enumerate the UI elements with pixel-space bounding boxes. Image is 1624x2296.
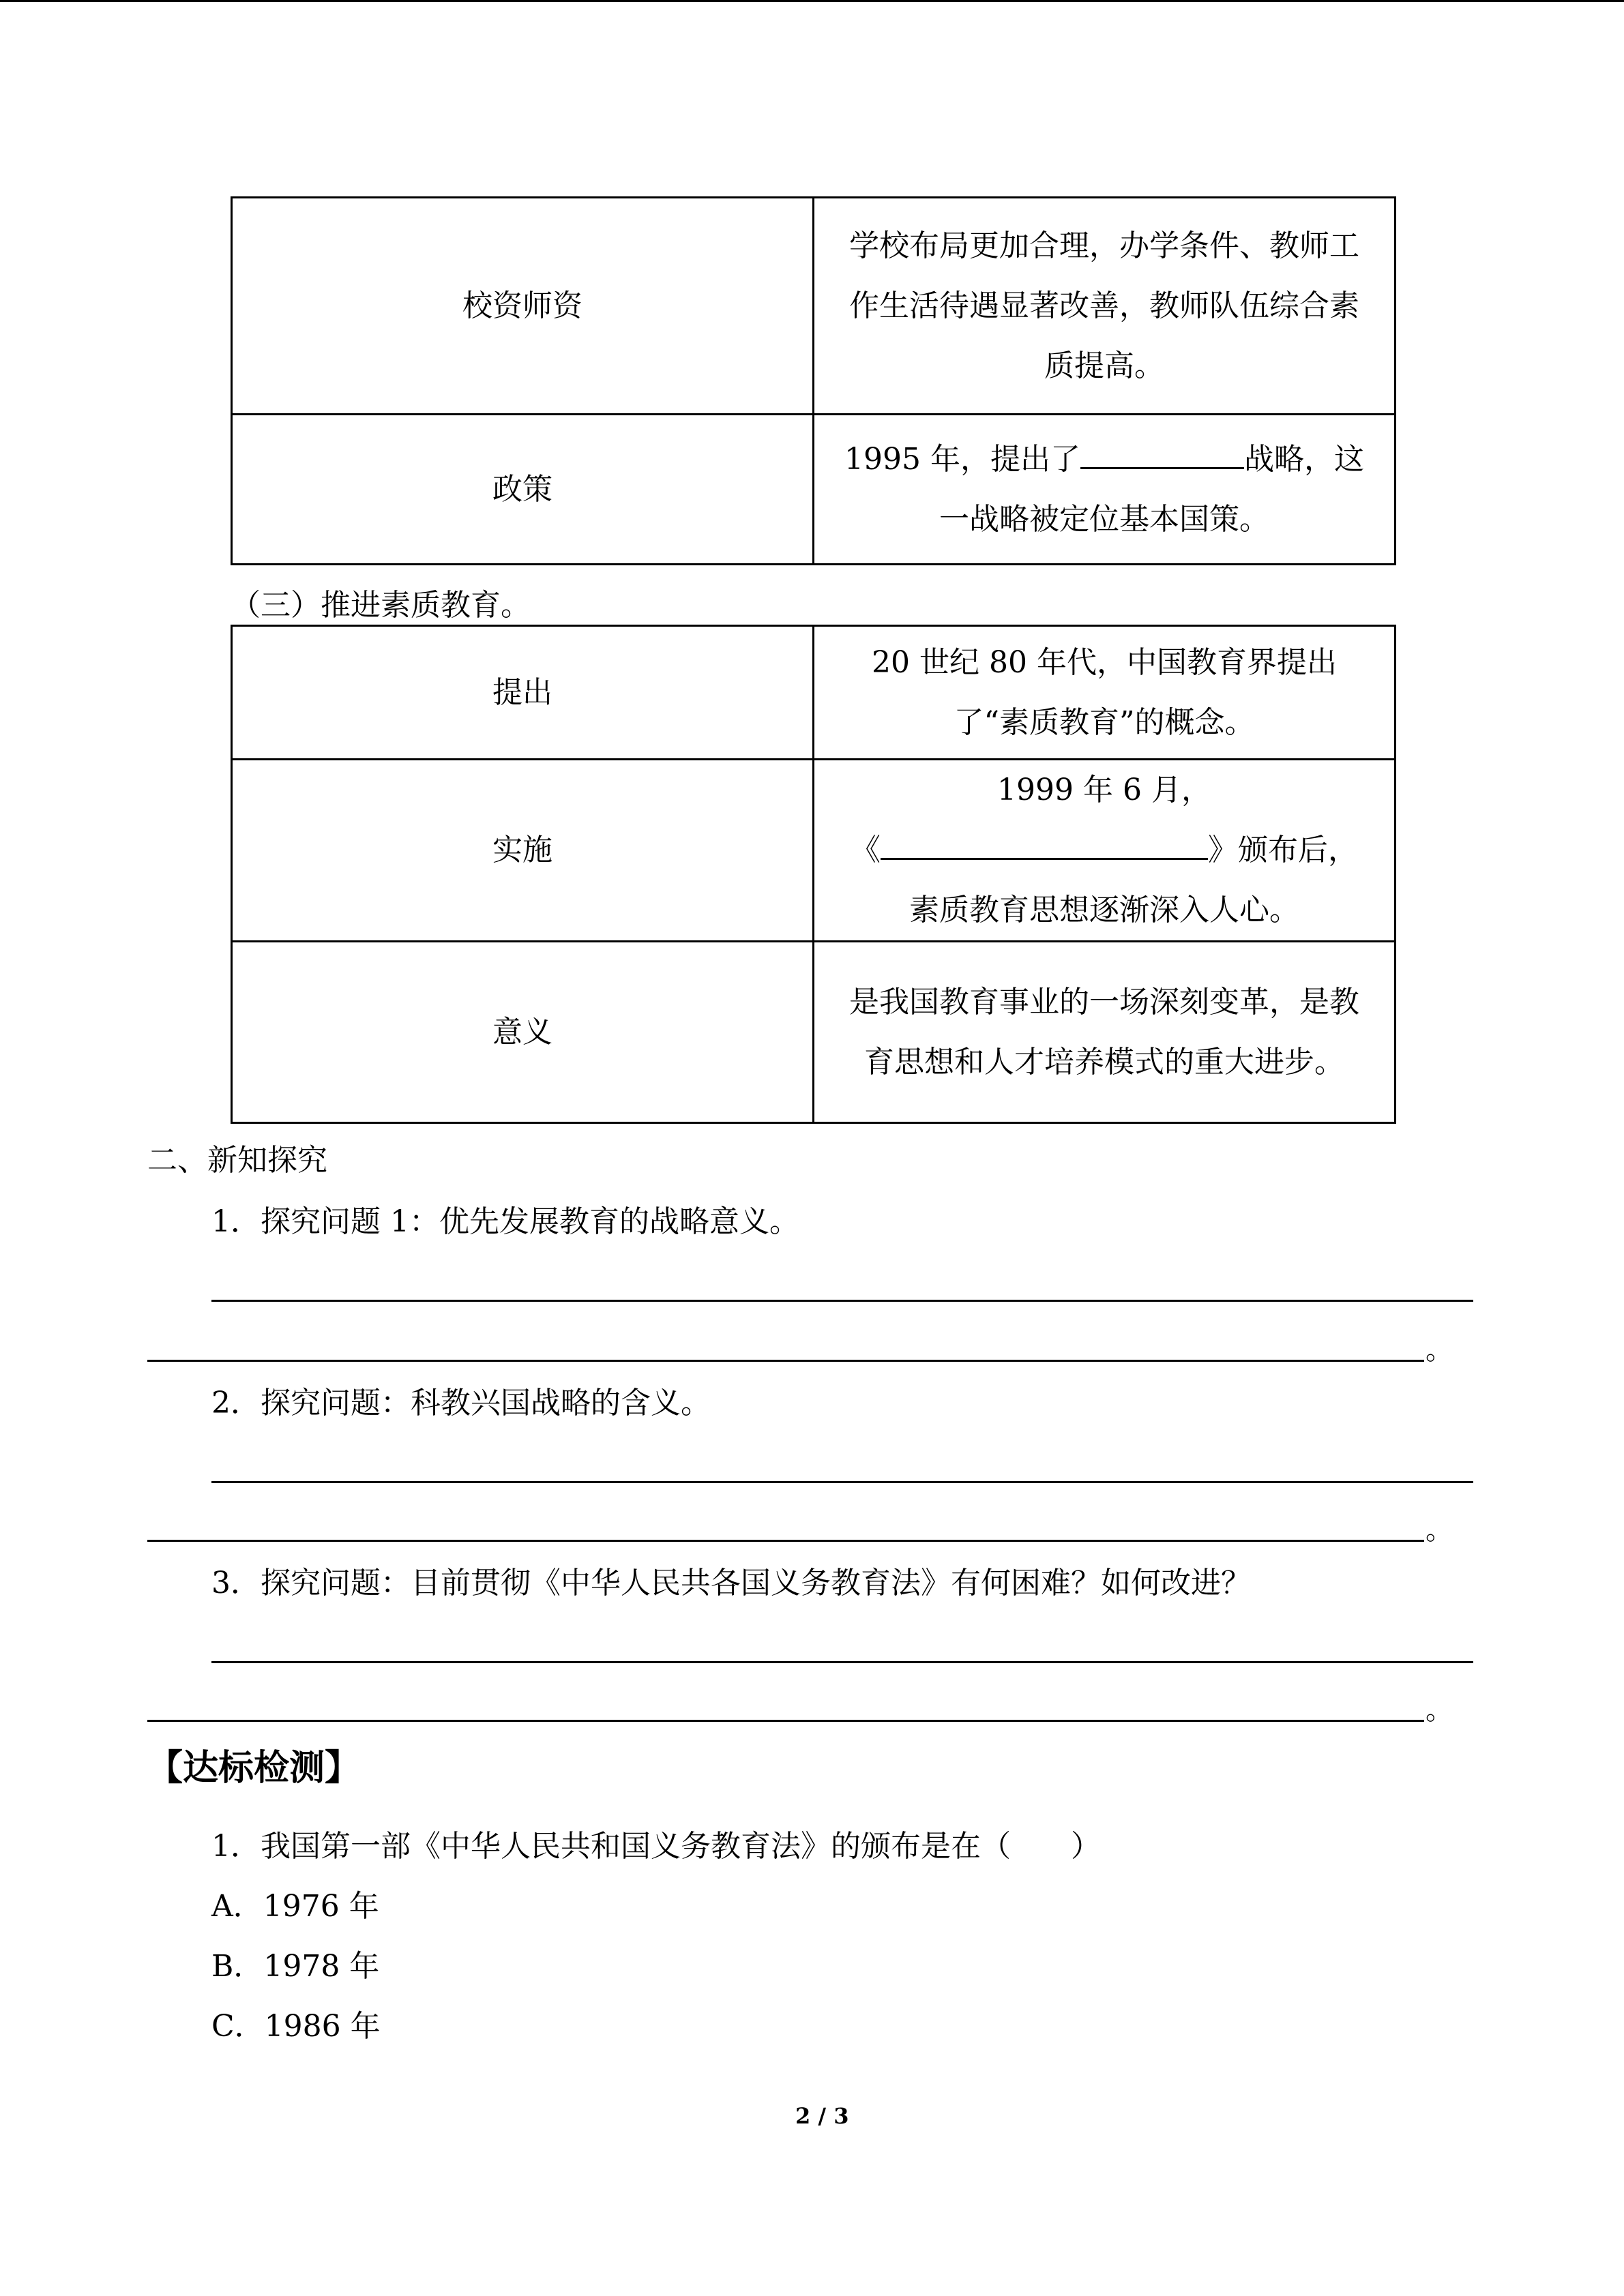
question-3: 3．探究问题：目前贯彻《中华人民共各国义务教育法》有何困难？如何改进？ — [211, 1566, 1251, 1600]
top-border — [0, 0, 1624, 2]
row-label: 政策 — [232, 415, 814, 565]
table-row — [232, 942, 1396, 1123]
row-content: 是我国教育事业的一场深刻变革，是教育思想和人才培养模式的重大进步。 — [814, 942, 1396, 1123]
period-mark: 。 — [1426, 1515, 1453, 1546]
period-mark: 。 — [1426, 1335, 1453, 1366]
row-label: 意义 — [232, 942, 814, 1123]
test-question-1: 1．我国第一部《中华人民共和国义务教育法》的颁布是在（ ） — [211, 1829, 1101, 1864]
page-number: 2 / 3 — [795, 2103, 849, 2129]
implement-line-1: 1999 年 6 月， — [997, 773, 1211, 807]
table-row — [232, 198, 1396, 415]
option-a[interactable]: A．1976 年 — [211, 1889, 379, 1924]
policy-text-before: 1995 年，提出了 — [844, 441, 1080, 477]
row-label: 提出 — [232, 626, 814, 760]
option-b[interactable]: B．1978 年 — [211, 1949, 380, 1984]
strategy-blank[interactable] — [1080, 437, 1244, 469]
option-c[interactable]: C．1986 年 — [211, 2009, 381, 2044]
row-content: 20 世纪 80 年代，中国教育界提出了“素质教育”的概念。 — [814, 626, 1396, 760]
document-blank[interactable] — [881, 828, 1208, 860]
policy-text-after: 战略，这一战略被定位基本国策。 — [939, 441, 1364, 537]
row-label: 校资师资 — [232, 198, 814, 415]
answer-line[interactable] — [211, 1481, 1473, 1483]
answer-line[interactable] — [147, 1540, 1424, 1542]
test-heading: 【达标检测】 — [147, 1748, 361, 1789]
question-1: 1．探究问题 1：优先发展教育的战略意义。 — [211, 1204, 799, 1239]
row-content: 学校布局更加合理，办学条件、教师工作生活待遇显著改善，教师队伍综合素质提高。 — [814, 198, 1396, 415]
row-content — [814, 415, 1396, 565]
implement-line-2 — [839, 820, 1370, 880]
section-new-knowledge: 二、新知探究 — [147, 1143, 327, 1178]
section-3-title: （三）推进素质教育。 — [231, 588, 531, 623]
row-label: 实施 — [232, 760, 814, 942]
quality-education-table — [231, 625, 1396, 1124]
implement-line-3: 素质教育思想逐渐深入人心。 — [909, 893, 1299, 927]
table-row — [232, 626, 1396, 760]
answer-line[interactable] — [147, 1720, 1424, 1722]
question-2: 2．探究问题：科教兴国战略的含义。 — [211, 1386, 711, 1420]
answer-line[interactable] — [211, 1661, 1473, 1663]
answer-line[interactable] — [147, 1360, 1424, 1362]
period-mark: 。 — [1426, 1695, 1453, 1726]
school-policy-table — [231, 196, 1396, 565]
answer-line[interactable] — [211, 1300, 1473, 1302]
row-content — [814, 760, 1396, 942]
table-row — [232, 415, 1396, 565]
close-quote: 》颁布后， — [1208, 833, 1358, 867]
table-row — [232, 760, 1396, 942]
open-quote: 《 — [851, 833, 881, 867]
